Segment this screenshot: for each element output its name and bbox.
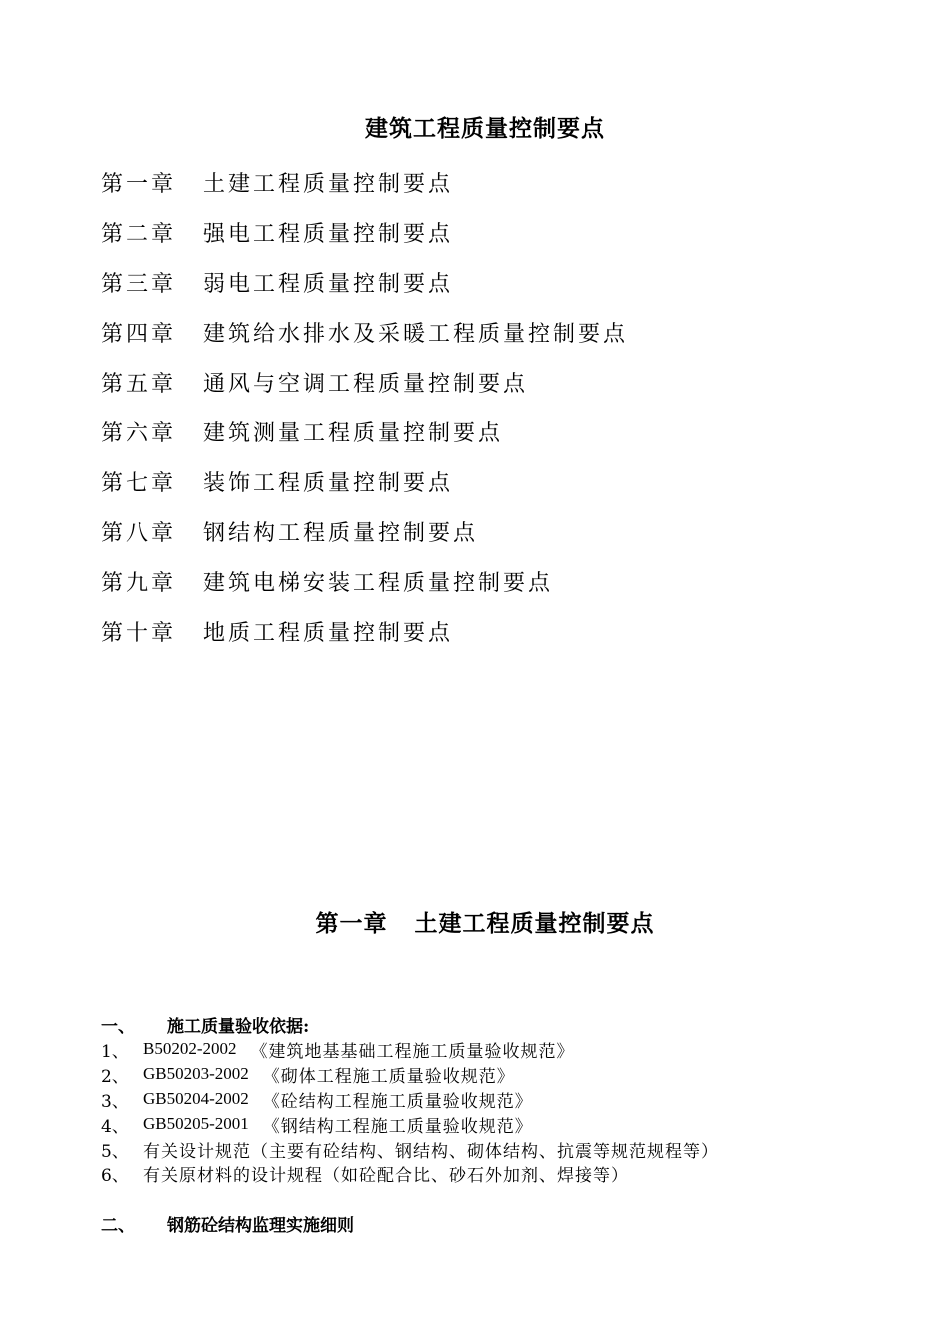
toc-chapter-number: 第四章 <box>101 321 177 347</box>
standard-name: 有关设计规范（主要有砼结构、钢结构、砌体结构、抗震等规范规程等） <box>143 1141 719 1162</box>
document-title: 建筑工程质量控制要点 <box>365 115 605 142</box>
standard-name: 有关原材料的设计规程（如砼配合比、砂石外加剂、焊接等） <box>143 1166 629 1187</box>
list-item-number: 3、 <box>101 1091 129 1112</box>
list-item <box>101 1062 719 1087</box>
toc-chapter-number: 第三章 <box>101 271 177 297</box>
section-number: 一、 <box>101 1016 135 1037</box>
list-item <box>101 1112 719 1137</box>
toc-item <box>101 507 628 557</box>
list-item <box>101 1161 719 1186</box>
toc-chapter-number: 第二章 <box>101 222 177 248</box>
toc-chapter-title: 强电工程质量控制要点 <box>203 222 454 248</box>
toc-chapter-title: 弱电工程质量控制要点 <box>203 271 454 297</box>
standard-name: 《砼结构工程施工质量验收规范》 <box>262 1091 533 1112</box>
toc-item <box>101 208 628 258</box>
toc-chapter-number: 第六章 <box>101 421 177 447</box>
section-number: 二、 <box>101 1215 135 1236</box>
toc-chapter-title: 土建工程质量控制要点 <box>203 172 454 198</box>
list-item-number: 1、 <box>101 1041 129 1062</box>
toc-chapter-title: 通风与空调工程质量控制要点 <box>203 371 529 397</box>
toc-item <box>101 357 628 407</box>
toc-chapter-number: 第九章 <box>101 570 177 596</box>
toc-chapter-title: 建筑测量工程质量控制要点 <box>203 421 504 447</box>
toc-chapter-title: 钢结构工程质量控制要点 <box>203 520 479 546</box>
list-item-number: 6、 <box>101 1166 129 1187</box>
list-item <box>101 1137 719 1162</box>
standard-code: GB50205-2001 <box>143 1114 249 1134</box>
section-heading <box>101 1013 309 1035</box>
list-item-number: 5、 <box>101 1141 129 1162</box>
toc-item <box>101 307 628 357</box>
toc-item <box>101 158 628 208</box>
section-title: 施工质量验收依据: <box>167 1016 310 1037</box>
toc-chapter-number: 第五章 <box>101 371 177 397</box>
standard-name: 《砌体工程施工质量验收规范》 <box>262 1066 515 1087</box>
acceptance-basis-list <box>101 1037 719 1186</box>
standard-name: 《钢结构工程施工质量验收规范》 <box>262 1116 533 1137</box>
toc-chapter-number: 第一章 <box>101 172 177 198</box>
standard-name: 《建筑地基基础工程施工质量验收规范》 <box>250 1041 575 1062</box>
section-heading <box>101 1212 354 1234</box>
toc-chapter-number: 第十章 <box>101 620 177 646</box>
toc-chapter-title: 建筑给水排水及采暖工程质量控制要点 <box>203 321 629 347</box>
list-item <box>101 1037 719 1062</box>
toc-item <box>101 556 628 606</box>
toc-item <box>101 258 628 308</box>
toc-item <box>101 457 628 507</box>
toc-chapter-title: 装饰工程质量控制要点 <box>203 471 454 497</box>
toc-chapter-number: 第八章 <box>101 520 177 546</box>
section-title: 钢筋砼结构监理实施细则 <box>167 1215 354 1236</box>
list-item-number: 2、 <box>101 1066 129 1087</box>
standard-code: GB50203-2002 <box>143 1064 249 1084</box>
toc-chapter-number: 第七章 <box>101 471 177 497</box>
toc-chapter-title: 地质工程质量控制要点 <box>203 620 454 646</box>
toc-item <box>101 606 628 656</box>
toc-chapter-title: 建筑电梯安装工程质量控制要点 <box>203 570 554 596</box>
table-of-contents <box>101 158 628 656</box>
list-item <box>101 1087 719 1112</box>
toc-item <box>101 407 628 457</box>
standard-code: B50202-2002 <box>143 1039 237 1059</box>
list-item-number: 4、 <box>101 1116 129 1137</box>
chapter-heading: 第一章 土建工程质量控制要点 <box>315 910 655 937</box>
standard-code: GB50204-2002 <box>143 1089 249 1109</box>
